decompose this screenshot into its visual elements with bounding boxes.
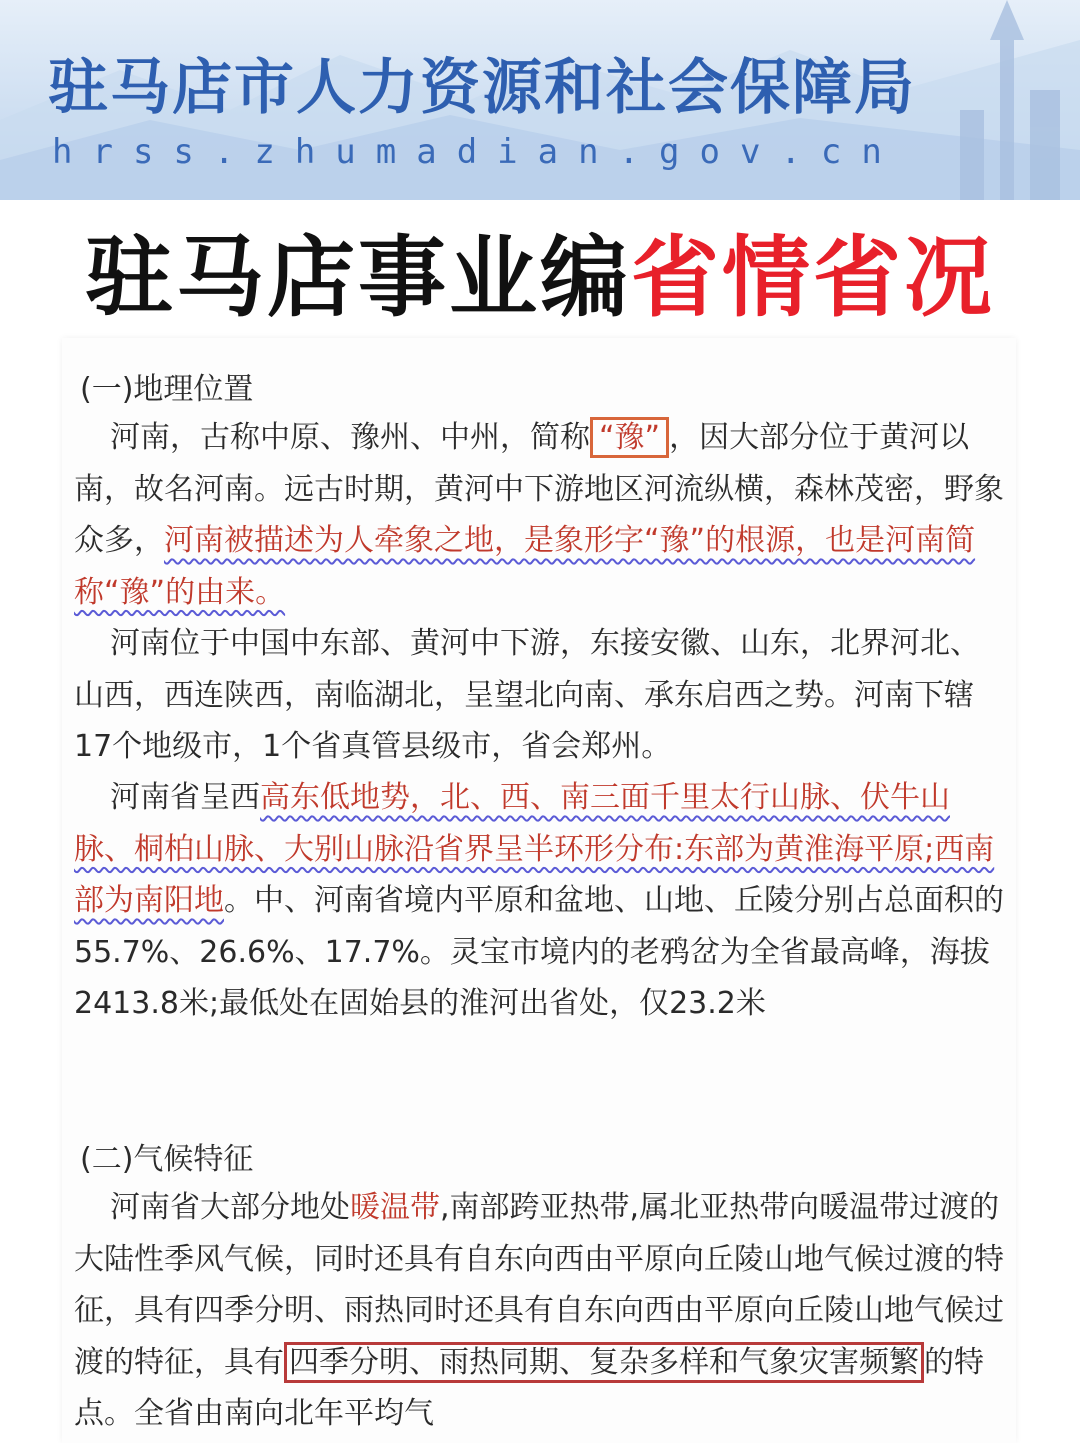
abbreviation-box: “豫” bbox=[590, 417, 669, 458]
highlighted-text: 河南被描述为人牵象之地，是象形字“豫”的根源，也是河南简称“豫”的由来。 bbox=[74, 523, 976, 610]
text: 。中、河南省境内平原和盆地、山地、丘陵分别占总面积的55.7%、26.6%、17.7%。灵宝市境内的老鸦岔为全省最高峰，海拔2413.8米;最低处在固始县的淮河出省处，仅23.2米 bbox=[74, 883, 1004, 1021]
headline-black: 驻马店事业编 bbox=[84, 226, 631, 329]
boxed-text: 四季分明、雨热同期、复杂多样和气象灾害频繁 bbox=[284, 1342, 924, 1383]
red-text: 暖温带 bbox=[350, 1190, 440, 1225]
text: 的特点。全省由南向北年平均气 bbox=[74, 1344, 984, 1431]
paragraph-geo-2: 河南位于中国中东部、黄河中下游，东接安徽、山东，北界河北、山西，西连陕西，南临湖北，呈望北向南、承东启西之势。河南下辖17个地级市，1个省真管县级市，省会郑州。 bbox=[74, 626, 980, 764]
headline-red: 省情省况 bbox=[631, 226, 996, 329]
header-banner bbox=[0, 0, 1080, 200]
text: ,南部跨亚热带,属北亚热带向暖温带过渡的大陆性季风气候，同时还具有自东向西由平原向丘陵山地气候过渡的特征，具有四季分明、雨热同时还具有自东向西由平原向丘陵山地气候过渡的特征，具有 bbox=[74, 1190, 1004, 1380]
text: 河南省大部分地处 bbox=[110, 1190, 350, 1225]
highlighted-text: 高东低地势，北、西、南三面千里太行山脉、伏牛山脉、桐柏山脉、大别山脉沿省界呈半环形分布:东部为黄淮海平原;西南部为南阳地 bbox=[74, 780, 995, 918]
section-heading-climate: (二)气候特征 bbox=[74, 1134, 259, 1178]
bureau-url: hrss.zhumadian.gov.cn bbox=[52, 132, 902, 172]
paragraph-climate-1 bbox=[74, 1182, 1004, 1440]
page-headline bbox=[0, 228, 1080, 328]
text: ，因大部分位于黄河以南，故名河南。远古时期，黄河中下游地区河流纵横，森林茂密，野象众多， bbox=[74, 420, 1004, 558]
bureau-title: 驻马店市人力资源和社会保障局 bbox=[48, 53, 916, 123]
text: 河南，古称中原、豫州、中州，简称 bbox=[110, 420, 590, 455]
paragraph-geo-1 bbox=[74, 412, 1004, 618]
paragraph-geo-3 bbox=[74, 772, 1004, 1030]
section-heading-geography: (一)地理位置 bbox=[74, 364, 259, 408]
text: 河南省呈西 bbox=[110, 780, 260, 815]
